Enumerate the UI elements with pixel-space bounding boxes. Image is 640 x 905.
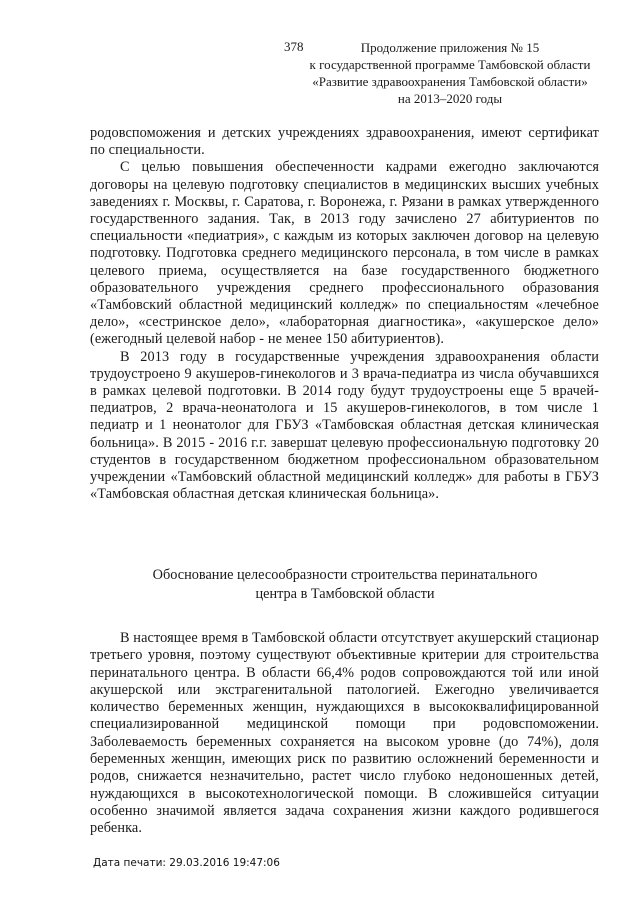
- paragraph-staffing: С целью повышения обеспеченности кадрами ежегодно заключаются договоры на целевую подготовку специалистов в медицинских высших учебных заведениях г. Москвы, г. Саратова, г. Воронежа, г. Рязани в рамках утвержденного государственного задания. Так, в 2013 году зачислено 27 абитуриентов по специальности «педиатрия», с каждым из которых заключен договор на целевую подготовку. Подготовка среднего медицинского персонала, в том числе в рамках целевого приема, осуществляется на базе государственного бюджетного образовательного учреждения среднего профессионального образования «Тамбовский областной медицинский колледж» по специальностям «лечебное дело», «сестринское дело», «лабораторная диагностика», «акушерское дело» (ежегодный целевой набор - не менее 150 абитуриентов).: [90, 159, 599, 348]
- body-text-top: [90, 125, 599, 503]
- page-number: 378: [284, 39, 304, 54]
- section-heading-line-2: центра в Тамбовской области: [255, 586, 435, 602]
- paragraph-employment: В 2013 году в государственные учреждения здравоохранения области трудоустроено 9 акушеров-гинекологов и 3 врача-педиатра из числа обучавшихся в рамках целевой подготовки. В 2014 году будут трудоустроены еще 5 врачей-педиатров, 2 врача-неонатолога и 15 акушеров-гинекологов, в том числе 1 педиатр и 1 неонатолог для ГБУЗ «Тамбовская областная детская клиническая больница». В 2015 - 2016 г.г. завершат целевую профессиональную подготовку 20 студентов в государственном бюджетном профессиональном образовательном учреждении «Тамбовский областной медицинский колледж» для работы в ГБУЗ «Тамбовская областная детская клиническая больница».: [90, 348, 599, 503]
- header-line-3: «Развитие здравоохранения Тамбовской области»: [312, 74, 588, 89]
- print-date-footer: Дата печати: 29.03.2016 19:47:06: [93, 857, 280, 869]
- section-heading-line-1: Обоснование целесообразности строительства перинатального: [152, 567, 538, 583]
- body-text-bottom: [90, 630, 599, 838]
- header-line-2: к государственной программе Тамбовской области: [309, 57, 591, 72]
- paragraph-perinatal-justification: В настоящее время в Тамбовской области отсутствует акушерский стационар третьего уровня, поэтому существуют объективные критерии для строительства перинатального центра. В области 66,4% родов сопровождаются той или иной акушерской или экстрагенитальной патологией. Ежегодно увеличивается количество беременных женщин, нуждающихся в высококвалифицированной специализированной медицинской помощи при родовспоможении. Заболеваемость беременных сохраняется на высоком уровне (до 74%), доля беременных женщин, имеющих риск по развитию осложнений беременности и родов, снижается незначительно, растет число глубоко недоношенных детей, нуждающихся в высокотехнологической помощи. В сложившейся ситуации особенно значимой является задача сохранения жизни каждого родившегося ребенка.: [90, 630, 599, 837]
- appendix-header: [300, 39, 600, 107]
- section-heading: [110, 566, 580, 604]
- header-line-1: Продолжение приложения № 15: [360, 40, 540, 55]
- header-line-4: на 2013–2020 годы: [397, 91, 503, 106]
- paragraph-continuation: родовспоможения и детских учреждениях здравоохранения, имеют сертификат по специальности.: [90, 125, 599, 159]
